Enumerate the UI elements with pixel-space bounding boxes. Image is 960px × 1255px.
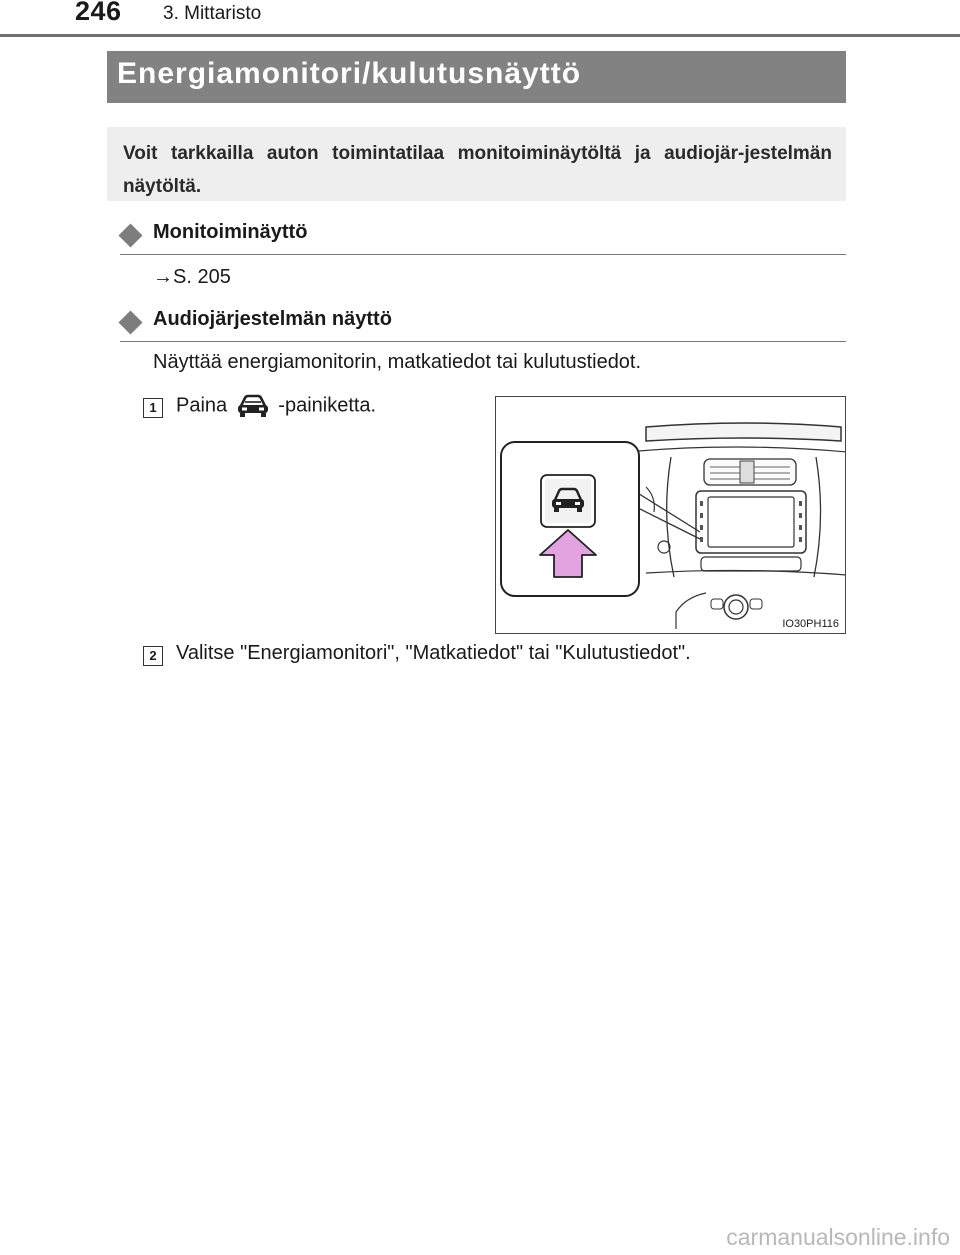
dashboard-drawing (496, 397, 846, 634)
step-1-text-after: -painiketta. (278, 394, 377, 417)
subheading-audio-display (120, 308, 846, 342)
subheading-multi-display (120, 221, 846, 255)
subheading-label: Monitoiminäyttö (153, 221, 308, 243)
dashboard-illustration (495, 396, 846, 634)
watermark: carmanualsonline.info (726, 1224, 950, 1250)
step-number-box: 2 (143, 646, 163, 666)
subheading-label: Audiojärjestelmän näyttö (153, 308, 392, 330)
chapter-title: 3. Mittaristo (163, 3, 262, 24)
page-number: 246 (75, 0, 122, 26)
step-number-box: 1 (143, 398, 163, 418)
audio-display-description: Näyttää energiamonitorin, matkatiedot tai kulutustiedot. (153, 351, 642, 373)
section-title: Energiamonitori/kulutusnäyttö (117, 57, 582, 90)
header-rule (0, 34, 960, 37)
car-icon (235, 393, 271, 419)
illustration-code: IO30PH116 (782, 618, 839, 630)
section-banner (107, 51, 846, 103)
intro-text: Voit tarkkailla auton toimintatilaa monitoiminäytöltä ja audiojär-jestelmän näytöltä. (123, 143, 832, 197)
step-1-text (176, 393, 376, 419)
step-2-text: Valitse "Energiamonitori", "Matkatiedot" tai "Kulutustiedot". (176, 642, 691, 664)
diamond-bullet-icon (118, 223, 142, 247)
step-1-text-before: Paina (176, 394, 228, 417)
page-reference-link[interactable]: →S. 205 (153, 266, 231, 288)
diamond-bullet-icon (118, 310, 142, 334)
intro-box (107, 127, 846, 201)
